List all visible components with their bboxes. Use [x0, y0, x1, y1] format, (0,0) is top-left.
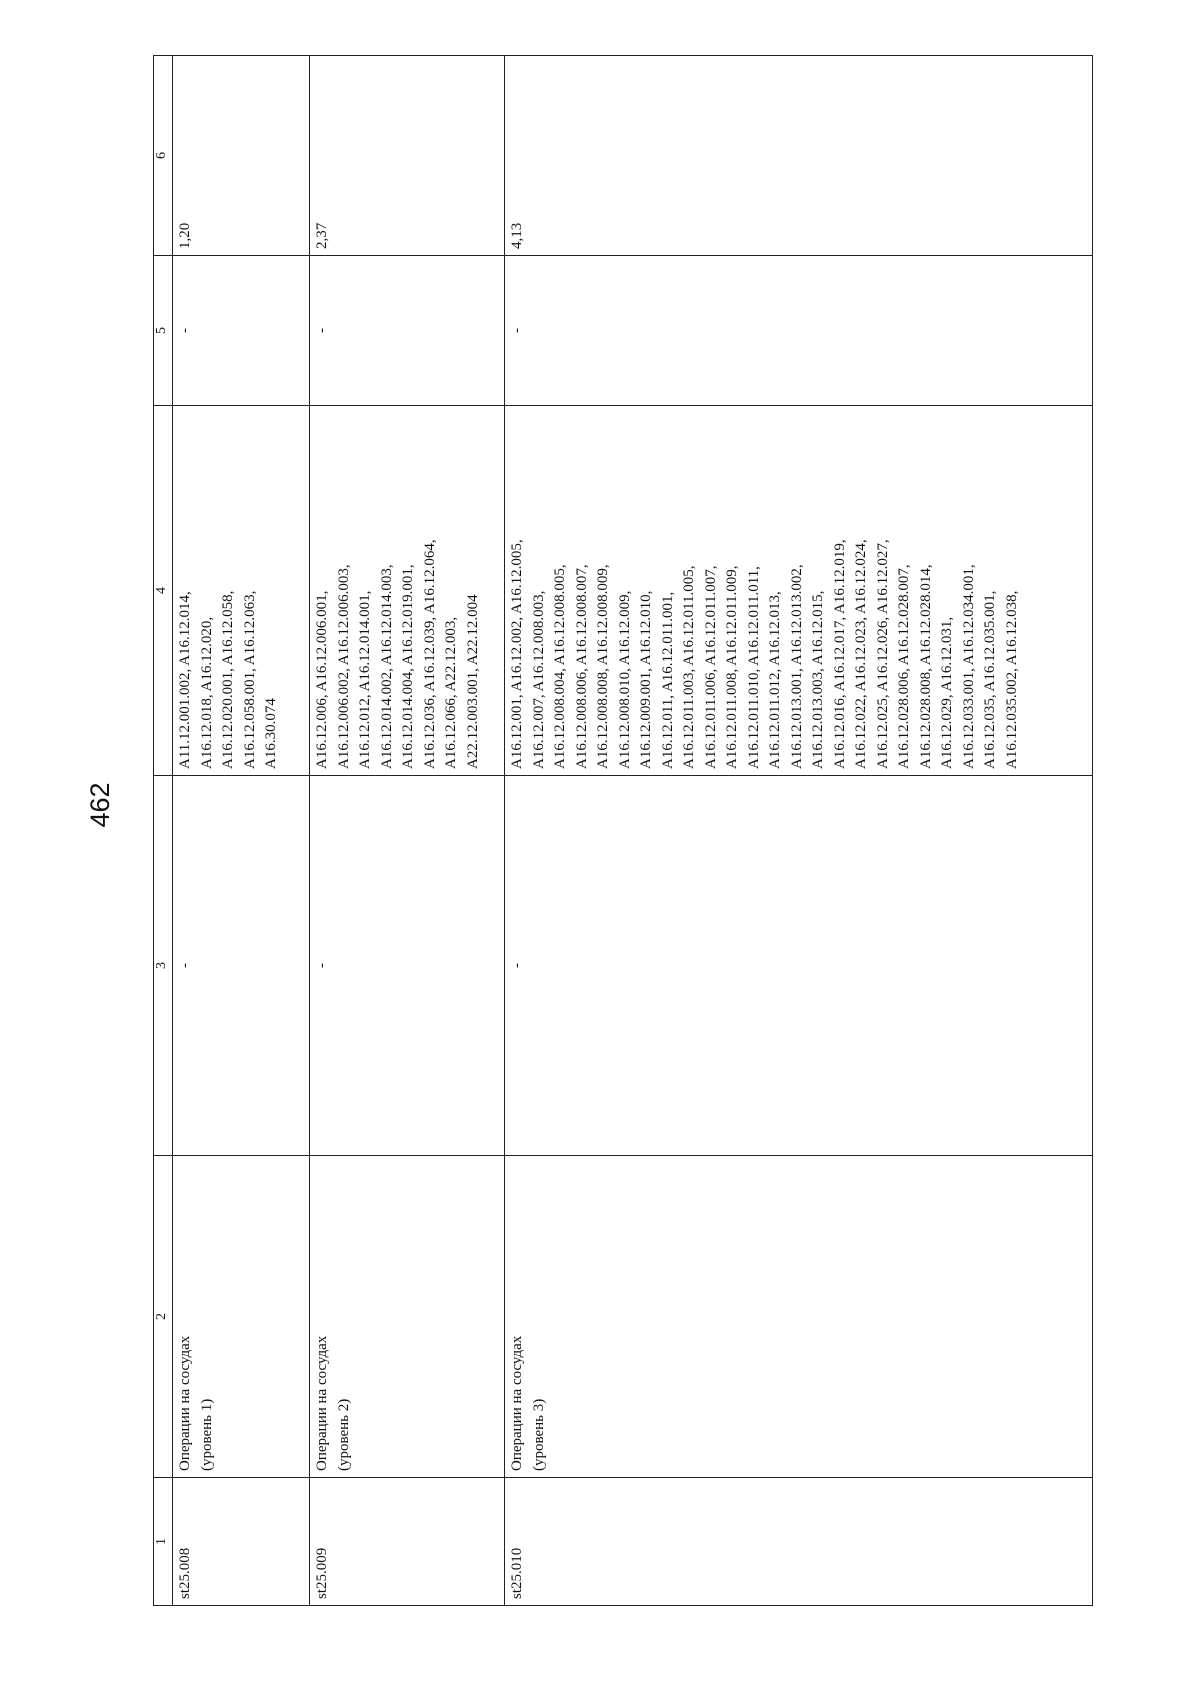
row-code: st25.010: [505, 1478, 1093, 1606]
column-header-1: 1: [154, 1478, 173, 1606]
row-code: st25.009: [310, 1478, 505, 1606]
row-col3: -: [173, 776, 310, 1156]
rotated-table-container: [153, 56, 1093, 1606]
page-number: 462: [85, 782, 115, 828]
column-header-5: 5: [154, 256, 173, 406]
row-coefficient: 2,37: [310, 56, 505, 256]
row-col5: -: [310, 256, 505, 406]
row-service-codes: A16.12.006, A16.12.006.001, A16.12.006.002, A16.12.006.003, A16.12.012, A16.12.014.001, A16.12.014.002, A16.12.014.003, A16.12.014.004, A16.12.019.001, A16.12.036, A16.12.039, A16.12.064, A16.12.066, A22.12.003, A22.12.003.001, A22.12.004: [310, 406, 505, 776]
table-row: [310, 56, 505, 1606]
row-col5: -: [505, 256, 1093, 406]
column-header-2: 2: [154, 1156, 173, 1478]
tariff-table: [153, 55, 1093, 1606]
row-name: Операции на сосудах (уровень 3): [505, 1156, 1093, 1478]
row-code: st25.008: [173, 1478, 310, 1606]
row-name: Операции на сосудах (уровень 1): [173, 1156, 310, 1478]
column-number-row: [154, 56, 173, 1606]
row-name: Операции на сосудах (уровень 2): [310, 1156, 505, 1478]
row-col3: -: [505, 776, 1093, 1156]
row-col5: -: [173, 256, 310, 406]
table-row: [173, 56, 310, 1606]
row-coefficient: 1,20: [173, 56, 310, 256]
column-header-6: 6: [154, 56, 173, 256]
table-row: [505, 56, 1093, 1606]
row-service-codes: A16.12.001, A16.12.002, A16.12.005, A16.12.007, A16.12.008.003, A16.12.008.004, A16.12.008.005, A16.12.008.006, A16.12.008.007, A16.12.008.008, A16.12.008.009, A16.12.008.010, A16.12.009, A16.12.009.001, A16.12.010, A16.12.011, A16.12.011.001, A16.12.011.003, A16.12.011.005, A16.12.011.006, A16.12.011.007, A16.12.011.008, A16.12.011.009, A16.12.011.010, A16.12.011.011, A16.12.011.012, A16.12.013, A16.12.013.001, A16.12.013.002, A16.12.013.003, A16.12.015, A16.12.016, A16.12.017, A16.12.019, A16.12.022, A16.12.023, A16.12.024, A16.12.025, A16.12.026, A16.12.027, A16.12.028.006, A16.12.028.007, A16.12.028.008, A16.12.028.014, A16.12.029, A16.12.031, A16.12.033.001, A16.12.034.001, A16.12.035, A16.12.035.001, A16.12.035.002, A16.12.038,: [505, 406, 1093, 776]
row-service-codes: A11.12.001.002, A16.12.014, A16.12.018, A16.12.020, A16.12.020.001, A16.12.058, A16.12.058.001, A16.12.063, A16.30.074: [173, 406, 310, 776]
row-col3: -: [310, 776, 505, 1156]
column-header-3: 3: [154, 776, 173, 1156]
row-coefficient: 4,13: [505, 56, 1093, 256]
column-header-4: 4: [154, 406, 173, 776]
